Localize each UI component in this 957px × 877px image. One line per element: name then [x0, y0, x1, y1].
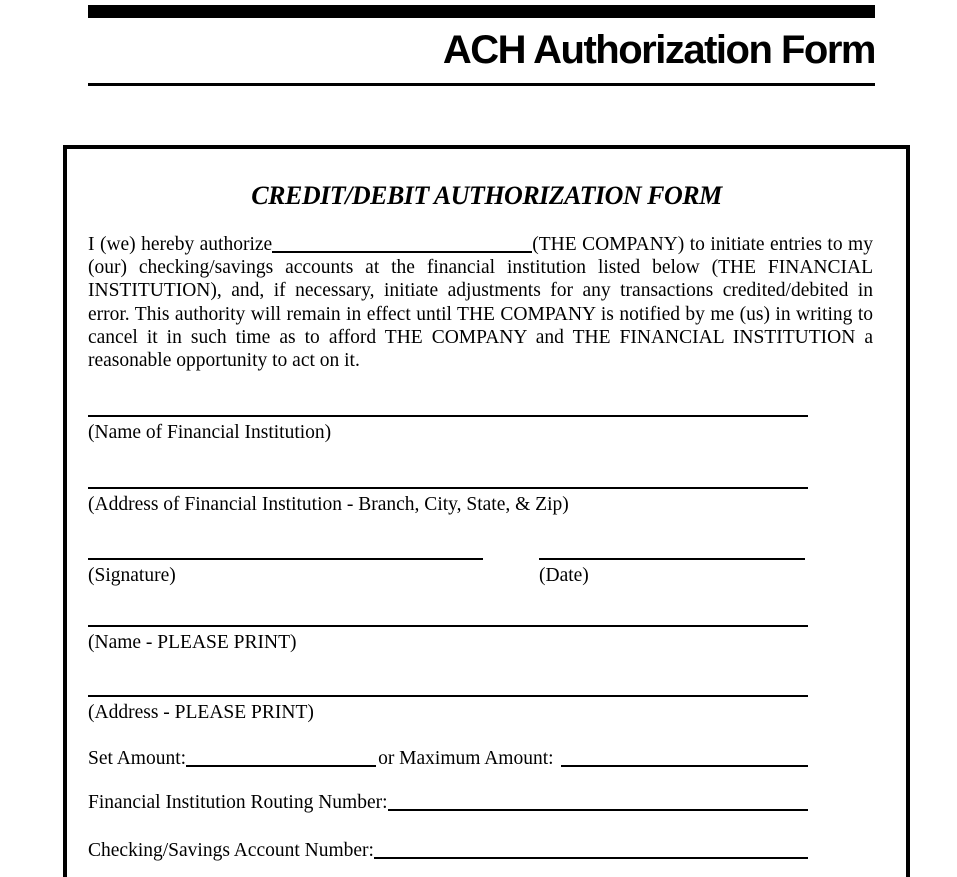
signature-label: (Signature) — [88, 565, 176, 586]
routing-number-row — [88, 792, 808, 814]
date-label: (Date) — [539, 565, 589, 586]
financial-institution-name-blank[interactable] — [88, 389, 808, 417]
printed-name-label: (Name - PLEASE PRINT) — [88, 632, 297, 653]
header-top-bar — [88, 5, 875, 18]
maximum-amount-label: or Maximum Amount: — [378, 748, 554, 769]
printed-name-blank[interactable] — [88, 599, 808, 627]
printed-address-label: (Address - PLEASE PRINT) — [88, 702, 314, 723]
paragraph-text-after-blank: (THE COMPANY) to initiate entries to my (our) checking/savings accounts at the financial institution listed below (THE FINANCIAL INSTITUTION), and, if necessary, initiate adjustments for any transactions credited/debited in error. This authority will remain in effect until THE COMPANY is notified by me (us) in writing to cancel it in such time as to afford THE COMPANY and THE FINANCIAL INSTITUTION a reasonable opportunity to act on it. — [88, 234, 873, 372]
amount-row — [88, 748, 808, 770]
maximum-amount-blank[interactable] — [561, 765, 808, 767]
date-blank[interactable] — [539, 532, 805, 560]
header-rule — [88, 83, 875, 86]
financial-institution-address-label: (Address of Financial Institution - Branch, City, State, & Zip) — [88, 494, 569, 515]
financial-institution-address-field — [88, 461, 808, 516]
date-field — [539, 532, 805, 587]
paragraph-text-before-blank: I (we) hereby authorize — [88, 234, 273, 255]
signature-field — [88, 532, 483, 587]
set-amount-label: Set Amount: — [88, 748, 187, 769]
routing-number-blank[interactable] — [388, 809, 808, 811]
set-amount-blank[interactable] — [186, 765, 376, 767]
printed-name-field — [88, 599, 808, 654]
authorization-paragraph — [88, 233, 873, 372]
printed-address-field — [88, 669, 808, 724]
routing-number-label: Financial Institution Routing Number: — [88, 792, 388, 813]
account-number-label: Checking/Savings Account Number: — [88, 840, 374, 861]
signature-blank[interactable] — [88, 532, 483, 560]
account-number-blank[interactable] — [374, 857, 808, 859]
financial-institution-address-blank[interactable] — [88, 461, 808, 489]
document-title: ACH Authorization Form — [442, 28, 875, 72]
printed-address-blank[interactable] — [88, 669, 808, 697]
form-title: CREDIT/DEBIT AUTHORIZATION FORM — [251, 181, 722, 210]
authorization-form-box — [63, 145, 910, 877]
account-number-row — [88, 840, 808, 862]
company-name-blank[interactable] — [272, 251, 532, 253]
financial-institution-name-field — [88, 389, 808, 444]
financial-institution-name-label: (Name of Financial Institution) — [88, 422, 332, 443]
